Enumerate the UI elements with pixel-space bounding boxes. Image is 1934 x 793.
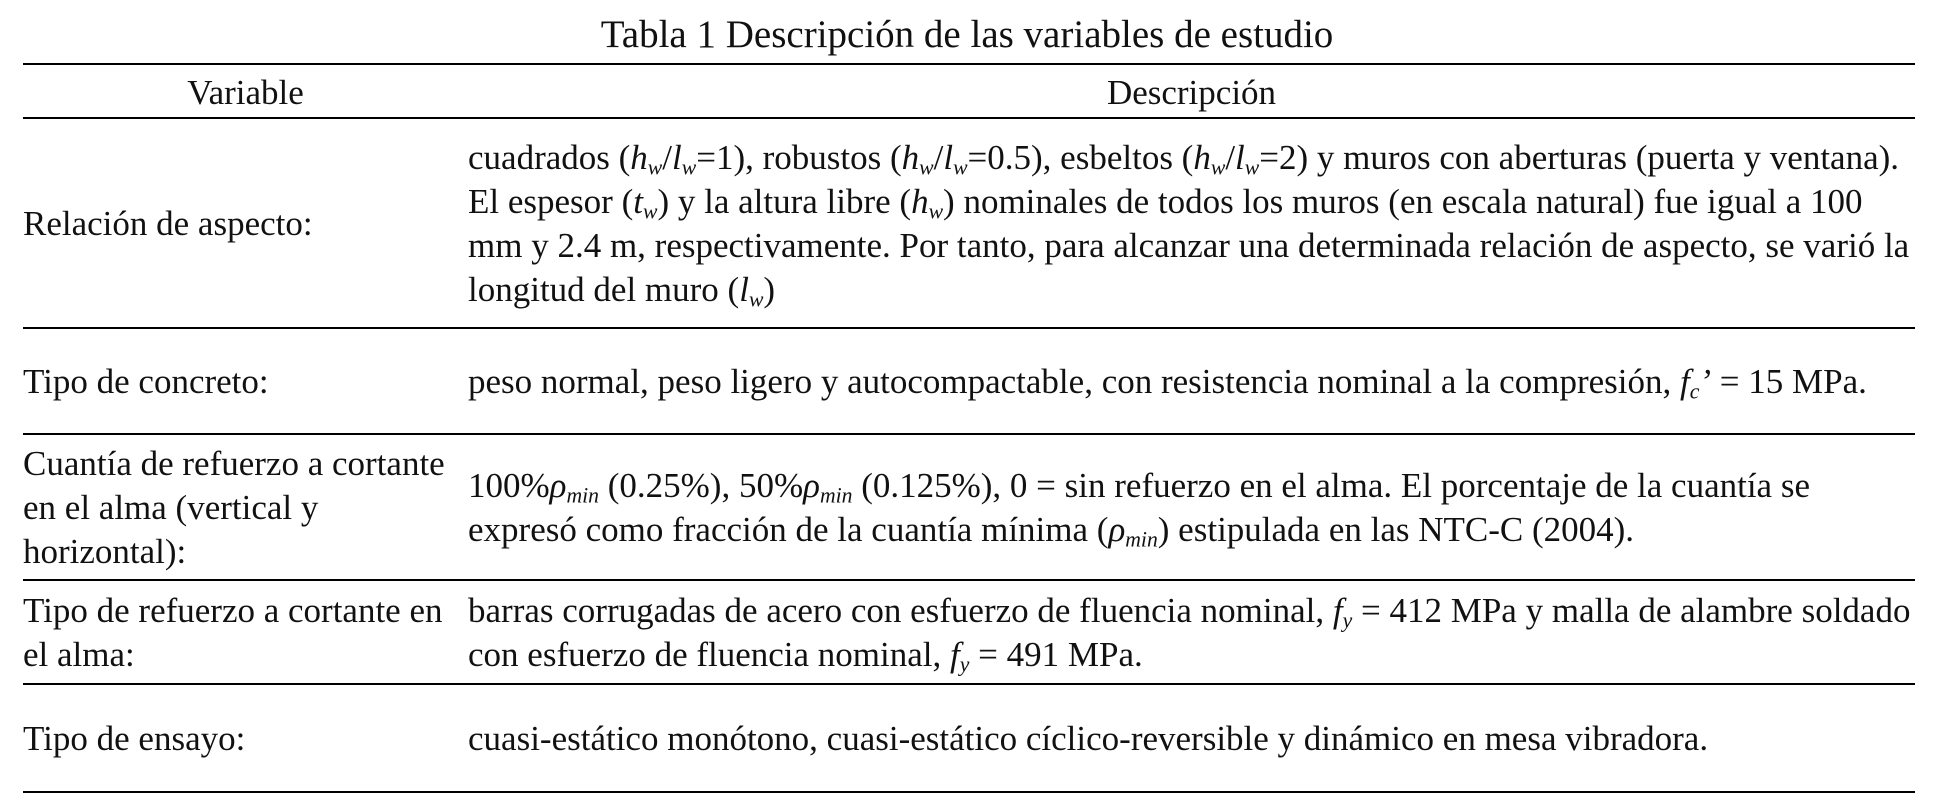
- header-description: Descripción: [468, 64, 1915, 118]
- description-cell: peso normal, peso ligero y autocompactable, con resistencia nominal a la compresión, $f_c$’ = 15 MPa.: [468, 328, 1915, 434]
- variable-cell: Tipo de refuerzo a cortante en el alma:: [23, 580, 468, 684]
- table-row: [23, 580, 1915, 684]
- variables-table: [23, 63, 1915, 793]
- description-cell: cuadrados $(h_w/l_w=1)$, robustos $(h_w/l_w=0.5)$, esbeltos $(h_w/l_w=2)$ y muros con aberturas (puerta y ventana). El espesor $(t_w)$ y la altura libre $(h_w)$ nominales de todos los muros (en escala natural) fue igual a 100 mm y 2.4 m, respectivamente. Por tanto, para alcanzar una determinada relación de aspecto, se varió la longitud del muro $(l_w)$: [468, 118, 1915, 328]
- description-cell: $100\%\rho_{min}$ (0.25%), $50\%\rho_{min}$ (0.125%), 0 = sin refuerzo en el alma. El porcentaje de la cuantía se expresó como fracción de la cuantía mínima $(\rho_{min})$ estipulada en las NTC-C (2004).: [468, 434, 1915, 580]
- description-cell: cuasi-estático monótono, cuasi-estático cíclico-reversible y dinámico en mesa vibradora.: [468, 684, 1915, 792]
- variable-cell: Relación de aspecto:: [23, 118, 468, 328]
- variable-cell: Tipo de concreto:: [23, 328, 468, 434]
- table-row: [23, 434, 1915, 580]
- variable-cell: Tipo de ensayo:: [23, 684, 468, 792]
- header-variable: Variable: [23, 64, 468, 118]
- table-row: [23, 684, 1915, 792]
- header-row: [23, 64, 1915, 118]
- description-cell: barras corrugadas de acero con esfuerzo de fluencia nominal, $f_y = 412$ MPa y malla de alambre soldado con esfuerzo de fluencia nominal, $f_y = 491$ MPa.: [468, 580, 1915, 684]
- table-caption: Tabla 1 Descripción de las variables de estudio: [600, 13, 1334, 56]
- table-row: [23, 118, 1915, 328]
- table-row: [23, 328, 1915, 434]
- variable-cell: Cuantía de refuerzo a cortante en el alma (vertical y horizontal):: [23, 434, 468, 580]
